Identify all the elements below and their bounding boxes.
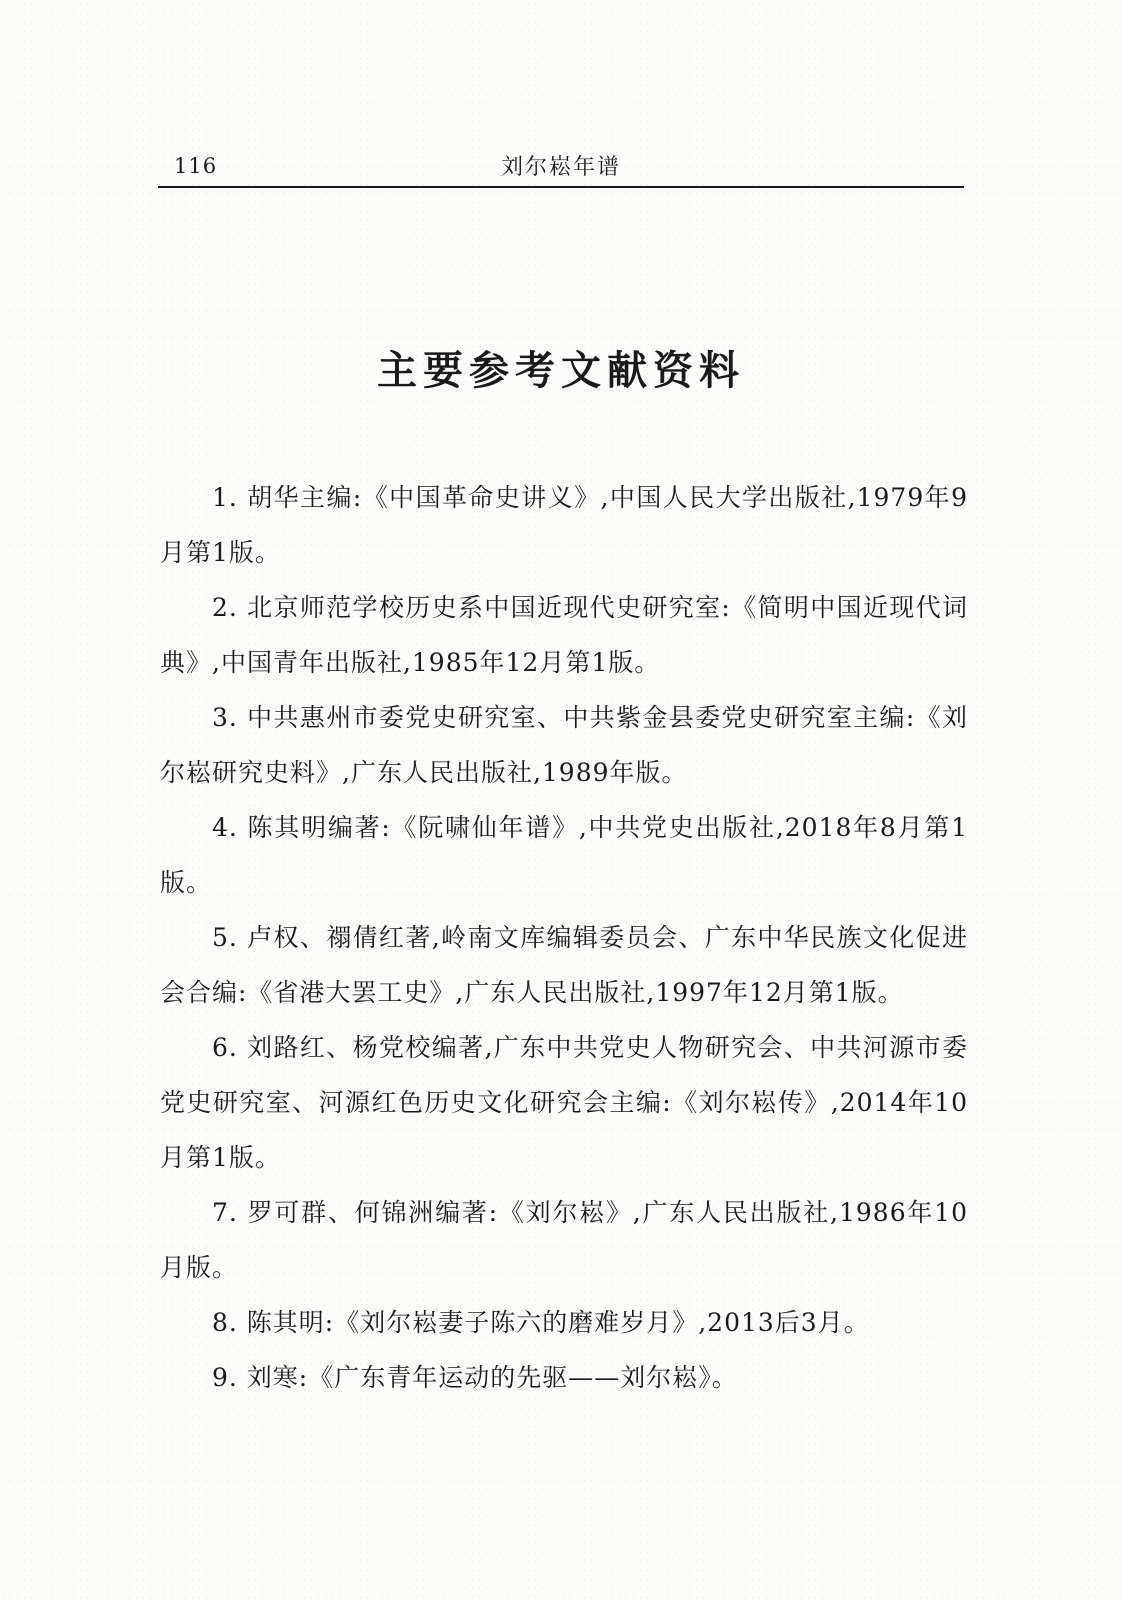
reference-item: 6. 刘路红、杨党校编著,广东中共党史人物研究会、中共河源市委党史研究室、河源红色历史文化研究会主编:《刘尔崧传》,2014年10月第1版。 <box>160 1033 968 1172</box>
reference-item: 1. 胡华主编:《中国革命史讲义》,中国人民大学出版社,1979年9月第1版。 <box>160 483 968 567</box>
reference-item: 9. 刘寒:《广东青年运动的先驱——刘尔崧》。 <box>212 1363 738 1392</box>
section-title: 主要参考文献资料 <box>377 346 745 394</box>
reference-item: 2. 北京师范学校历史系中国近现代史研究室:《简明中国近现代词典》,中国青年出版社,1985年12月第1版。 <box>160 593 968 677</box>
reference-item: 7. 罗可群、何锦洲编著:《刘尔崧》,广东人民出版社,1986年10月版。 <box>160 1198 968 1282</box>
reference-item: 3. 中共惠州市委党史研究室、中共紫金县委党史研究室主编:《刘尔崧研究史料》,广东人民出版社,1989年版。 <box>160 703 968 787</box>
reference-item: 4. 陈其明编著:《阮啸仙年谱》,中共党史出版社,2018年8月第1版。 <box>160 813 968 897</box>
running-header <box>158 148 964 188</box>
reference-item: 8. 陈其明:《刘尔崧妻子陈六的磨难岁月》,2013后3月。 <box>212 1308 870 1337</box>
page-number: 116 <box>174 154 218 178</box>
book-title: 刘尔崧年谱 <box>500 155 621 180</box>
reference-item: 5. 卢权、禤倩红著,岭南文库编辑委员会、广东中华民族文化促进会合编:《省港大罢工史》,广东人民出版社,1997年12月第1版。 <box>160 923 968 1007</box>
reference-list <box>160 470 968 1405</box>
